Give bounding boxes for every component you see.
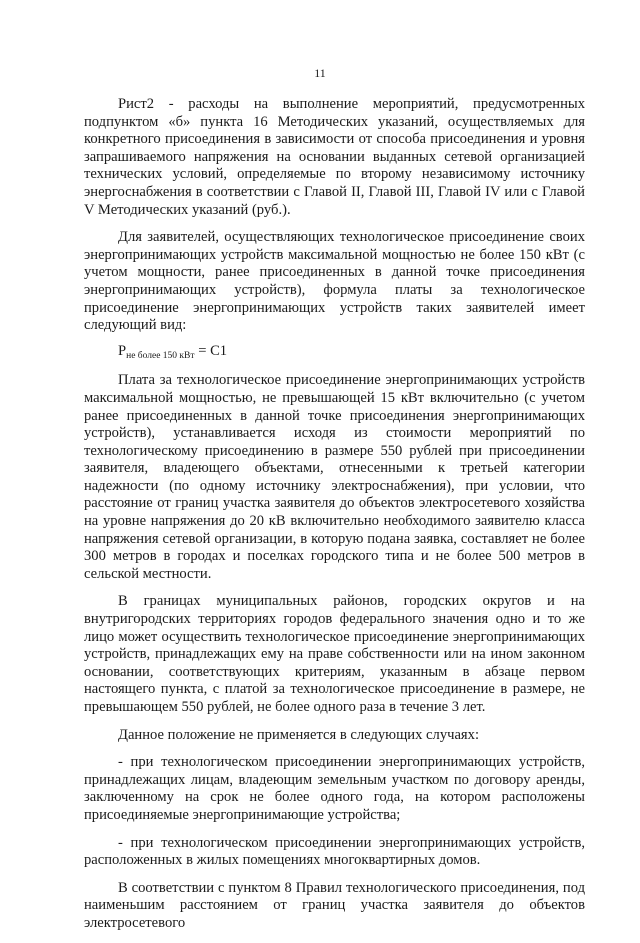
list-item-apartment-exception: - при технологическом присоединении энергопринимающих устройств, расположенных в жилых помещениях многоквартирных домов.	[84, 834, 585, 869]
paragraph-fee-15kw: Плата за технологическое присоединение энергопринимающих устройств максимальной мощностью, не превышающей 15 кВт включительно (с учетом ранее присоединенных в данной точке присоединения энергопринимающих устройств), устанавливается исходя из стоимости мероприятий по технологическому присоединению в размере 550 рублей при присоединении заявителя, владеющего объектами, отнесенными к третьей категории надежности (по одному источнику электроснабжения), при условии, что расстояние от границ участка заявителя до объектов электросетевого хозяйства на уровне напряжения до 20 кВ включительно необходимого заявителю класса напряжения сетевой организации, в которую подана заявка, составляет не более 300 метров в городах и поселках городского типа и не более 500 метров в сельской местности.	[84, 372, 585, 582]
paragraph-applicants-150kw: Для заявителей, осуществляющих технологическое присоединение своих энергопринимающих устройств максимальной мощностью не более 150 кВт (с учетом мощности, ранее присоединенных в данной точке присоединения энергопринимающих устройств), формула платы за технологическое присоединение энергопринимающих устройств таких заявителей имеет следующий вид:	[84, 229, 585, 334]
formula-subscript: не более 150 кВт	[126, 350, 195, 361]
paragraph-municipal-boundaries: В границах муниципальных районов, городских округов и на внутригородских территориях городов федерального значения одно и то же лицо может осуществить технологическое присоединение энергопринимающих устройств, принадлежащих ему на праве собственности или на ином законном основании, соответствующих критериям, указанным в абзаце первом настоящего пункта, с платой за технологическое присоединение в размере, не превышающем 550 рублей, не более одного раза в течение 3 лет.	[84, 593, 585, 715]
formula-rhs: = С1	[194, 342, 228, 359]
formula-symbol: Р	[118, 342, 127, 359]
document-body	[84, 96, 585, 943]
paragraph-rist2-definition: Рист2 - расходы на выполнение мероприятий, предусмотренных подпунктом «б» пункта 16 Методических указаний, осуществляемых для конкретного присоединения в зависимости от способа присоединения и уровня запрашиваемого напряжения на основании выданных сетевой организацией технических условий, определяемые по второму независимому источнику энергоснабжения в соответствии с Главой II, Главой III, Главой IV или с Главой V Методических указаний (руб.).	[84, 96, 585, 218]
list-item-lease-exception: - при технологическом присоединении энергопринимающих устройств, принадлежащих лицам, владеющим земельным участком по договору аренды, заключенному на срок не более одного года, на котором расположены присоединяемые энергопринимающие устройства;	[84, 754, 585, 823]
paragraph-rules-point8: В соответствии с пунктом 8 Правил технологического присоединения, под наименьшим расстоянием от границ участка заявителя до объектов электросетевого	[84, 879, 585, 931]
page-number: 11	[314, 66, 326, 80]
formula-payment	[84, 343, 585, 363]
paragraph-exceptions-intro: Данное положение не применяется в следующих случаях:	[118, 726, 479, 743]
